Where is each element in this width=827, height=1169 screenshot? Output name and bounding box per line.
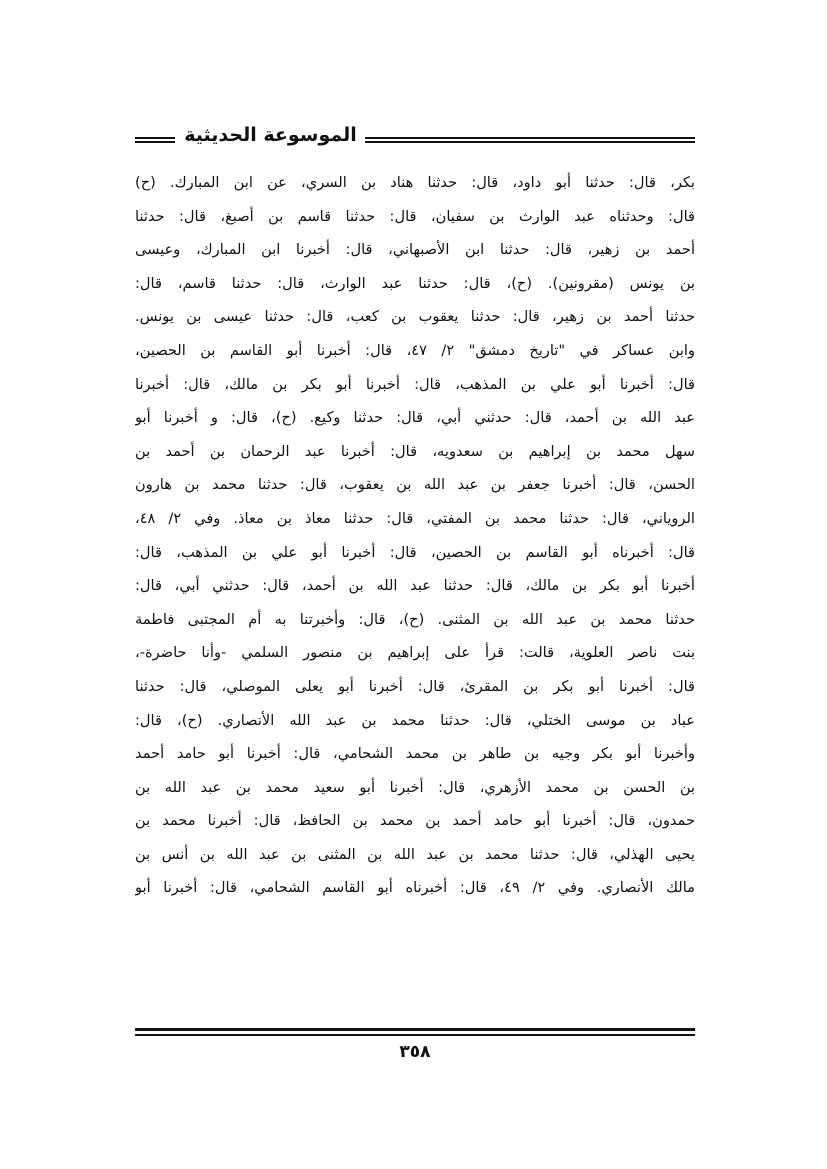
text-line: بن يونس (مقرونين). (ح)، قال: حدثنا عبد الوارث، قال: حدثنا قاسم، قال: xyxy=(135,274,695,292)
text-line: الحسن، قال: أخبرنا جعفر بن عبد الله بن يعقوب، قال: حدثنا محمد بن هارون xyxy=(135,476,695,494)
text-line: قال: وحدثناه عبد الوارث بن سفيان، قال: حدثنا قاسم بن أصبغ، قال: حدثنا xyxy=(135,207,695,225)
footer-rule xyxy=(135,1028,695,1036)
text-line: حدثنا أحمد بن زهير، قال: حدثنا يعقوب بن كعب، قال: حدثنا عيسى بن يونس. xyxy=(135,308,695,326)
header-rule-left xyxy=(135,137,175,143)
text-line: حمدون، قال: أخبرنا أبو حامد أحمد بن محمد بن الحافظ، قال: أخبرنا محمد بن xyxy=(135,812,695,830)
text-line: عباد بن موسى الختلي، قال: حدثنا محمد بن عبد الله الأنصاري. (ح)، قال: xyxy=(135,711,695,729)
text-line: بنت ناصر العلوية، قالت: قرأ على إبراهيم بن منصور السلمي -وأنا حاضرة-، xyxy=(135,644,695,662)
running-header xyxy=(135,120,695,160)
text-line: أخبرنا أبو بكر بن مالك، قال: حدثنا عبد الله بن أحمد، قال: حدثني أبي، قال: xyxy=(135,577,695,595)
text-line: قال: أخبرنا أبو علي بن المذهب، قال: أخبرنا أبو بكر بن مالك، قال: أخبرنا xyxy=(135,375,695,393)
header-rule-right xyxy=(365,137,695,143)
text-line: أحمد بن زهير، قال: حدثنا ابن الأصبهاني، قال: أخبرنا ابن المبارك، وعيسى xyxy=(135,241,695,259)
text-line: بكر، قال: حدثنا أبو داود، قال: حدثنا هناد بن السري، عن ابن المبارك. (ح) xyxy=(135,174,695,191)
text-line: وأخبرنا أبو بكر وجيه بن طاهر بن محمد الشحامي، قال: أخبرنا أبو حامد أحمد xyxy=(135,745,695,763)
text-line: سهل محمد بن إبراهيم بن سعدويه، قال: أخبرنا عبد الرحمان بن أحمد بن xyxy=(135,442,695,460)
text-line: مالك الأنصاري. وفي ٢/ ٤٩، قال: أخبرناه أبو القاسم الشحامي، قال: أخبرنا أبو xyxy=(135,879,695,897)
text-line: عبد الله بن أحمد، قال: حدثني أبي، قال: حدثنا وكيع. (ح)، قال: و أخبرنا أبو xyxy=(135,409,695,427)
body-text xyxy=(135,166,695,905)
text-line: قال: أخبرناه أبو القاسم بن الحصين، قال: أخبرنا أبو علي بن المذهب، قال: xyxy=(135,543,695,561)
text-line: حدثنا محمد بن عبد الله بن المثنى. (ح)، قال: وأخبرتنا به أم المجتبى فاطمة xyxy=(135,610,695,628)
page-number: ٣٥٨ xyxy=(399,1042,431,1062)
text-line: بن الحسن بن محمد الأزهري، قال: أخبرنا أبو سعيد محمد بن عبد الله بن xyxy=(135,778,695,796)
text-line: يحيى الهذلي، قال: حدثنا محمد بن عبد الله بن المثنى بن عبد الله بن أنس بن xyxy=(135,845,695,863)
text-line: الروياني، قال: حدثنا محمد بن المفتي، قال: حدثنا معاذ بن معاذ. وفي ٢/ ٤٨، xyxy=(135,509,695,527)
header-title: الموسوعة الحديثية xyxy=(184,124,357,146)
text-line: قال: أخبرنا أبو بكر بن المقرئ، قال: أخبرنا أبو يعلى الموصلي، قال: حدثنا xyxy=(135,677,695,695)
text-line: وابن عساكر في "تاريخ دمشق" ٢/ ٤٧، قال: أخبرنا أبو القاسم بن الحصين، xyxy=(135,341,695,359)
